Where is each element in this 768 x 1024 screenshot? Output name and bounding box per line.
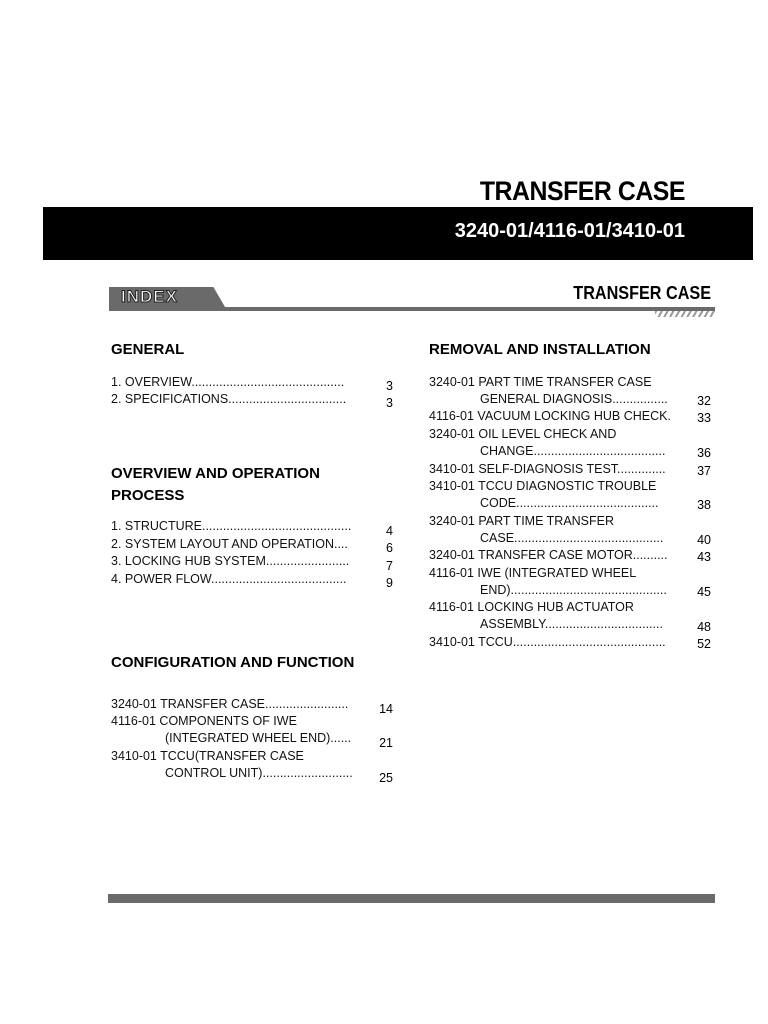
- toc-entry-line2: END).............................................: [480, 583, 667, 598]
- toc-entry[interactable]: [429, 426, 665, 461]
- toc-entry[interactable]: 4. POWER FLOW.......................................: [111, 572, 347, 586]
- page-title: TRANSFER CASE: [479, 176, 685, 206]
- index-bar: [109, 283, 715, 311]
- toc-entry[interactable]: [429, 478, 659, 513]
- toc-entry-line1: 3240-01 PART TIME TRANSFER: [429, 514, 615, 528]
- toc-entry[interactable]: [111, 713, 351, 748]
- toc-page: 3: [386, 396, 393, 410]
- toc-page: 6: [386, 541, 393, 555]
- toc-page: 9: [386, 576, 393, 590]
- toc-page: 36: [697, 446, 711, 460]
- toc-entry[interactable]: 3240-01 TRANSFER CASE MOTOR..........: [429, 548, 668, 562]
- toc-entry[interactable]: [429, 513, 663, 548]
- toc-page: 38: [697, 498, 711, 512]
- toc-page: 4: [386, 524, 393, 538]
- toc-entry-line2: CHANGE......................................: [480, 444, 666, 459]
- index-rule: [109, 307, 715, 311]
- heading-removal: REMOVAL AND INSTALLATION: [429, 341, 651, 358]
- toc-entry[interactable]: 3. LOCKING HUB SYSTEM........................: [111, 554, 350, 568]
- toc-entry[interactable]: [429, 374, 668, 409]
- hatch-decoration: [655, 311, 715, 317]
- toc-entry[interactable]: 1. STRUCTURE...........................................: [111, 519, 352, 533]
- toc-entry[interactable]: 1. OVERVIEW............................................: [111, 375, 345, 389]
- heading-general: GENERAL: [111, 341, 185, 358]
- toc-entry-line1: 3410-01 TCCU(TRANSFER CASE: [111, 749, 304, 763]
- toc-entry[interactable]: 3240-01 TRANSFER CASE........................: [111, 697, 349, 711]
- heading-configuration: CONFIGURATION AND FUNCTION: [111, 654, 355, 671]
- toc-page: 52: [697, 637, 711, 651]
- toc-entry[interactable]: [429, 599, 663, 634]
- index-section-title: TRANSFER CASE: [573, 283, 711, 303]
- toc-entry[interactable]: 2. SPECIFICATIONS..................................: [111, 392, 347, 406]
- heading-overview-line1: OVERVIEW AND OPERATION: [111, 465, 320, 482]
- toc-entry-line2: CODE.........................................: [480, 496, 659, 511]
- header-band: [43, 207, 753, 260]
- toc-entry-line1: 4116-01 LOCKING HUB ACTUATOR: [429, 600, 634, 614]
- toc-page: 21: [379, 736, 393, 750]
- toc-page: 3: [386, 379, 393, 393]
- toc-entry-line1: 3410-01 TCCU DIAGNOSTIC TROUBLE: [429, 479, 657, 493]
- toc-page: 33: [697, 411, 711, 425]
- toc-entry-line1: 4116-01 COMPONENTS OF IWE: [111, 714, 297, 728]
- toc-entry-line1: 3240-01 PART TIME TRANSFER CASE: [429, 375, 652, 389]
- toc-entry-line2: CASE...........................................: [480, 531, 664, 546]
- toc-entry[interactable]: 4116-01 VACUUM LOCKING HUB CHECK.: [429, 409, 671, 423]
- bottom-rule: [108, 894, 715, 903]
- toc-entry[interactable]: [429, 565, 667, 600]
- toc-page: 14: [379, 702, 393, 716]
- heading-overview-line2: PROCESS: [111, 487, 185, 504]
- index-tab-label: INDEX: [121, 287, 178, 306]
- toc-entry-line1: 4116-01 IWE (INTEGRATED WHEEL: [429, 566, 637, 580]
- toc-entry[interactable]: 2. SYSTEM LAYOUT AND OPERATION....: [111, 537, 348, 551]
- toc-page: 43: [697, 550, 711, 564]
- toc-page: 32: [697, 394, 711, 408]
- toc-page: 37: [697, 464, 711, 478]
- toc-page: 48: [697, 620, 711, 634]
- toc-entry[interactable]: 3410-01 TCCU............................................: [429, 635, 666, 649]
- toc-page: 25: [379, 771, 393, 785]
- toc-entry[interactable]: 3410-01 SELF-DIAGNOSIS TEST..............: [429, 462, 666, 476]
- toc-entry-line2: CONTROL UNIT)..........................: [165, 766, 353, 781]
- toc-page: 40: [697, 533, 711, 547]
- toc-entry[interactable]: [111, 748, 353, 783]
- toc-entry-line2: ASSEMBLY..................................: [480, 617, 663, 632]
- toc-page: 45: [697, 585, 711, 599]
- toc-entry-line1: 3240-01 OIL LEVEL CHECK AND: [429, 427, 617, 441]
- toc-page: 7: [386, 559, 393, 573]
- toc-entry-line2: GENERAL DIAGNOSIS................: [480, 392, 668, 407]
- toc-entry-line2: (INTEGRATED WHEEL END)......: [165, 731, 352, 746]
- section-codes: 3240-01/4116-01/3410-01: [454, 220, 685, 242]
